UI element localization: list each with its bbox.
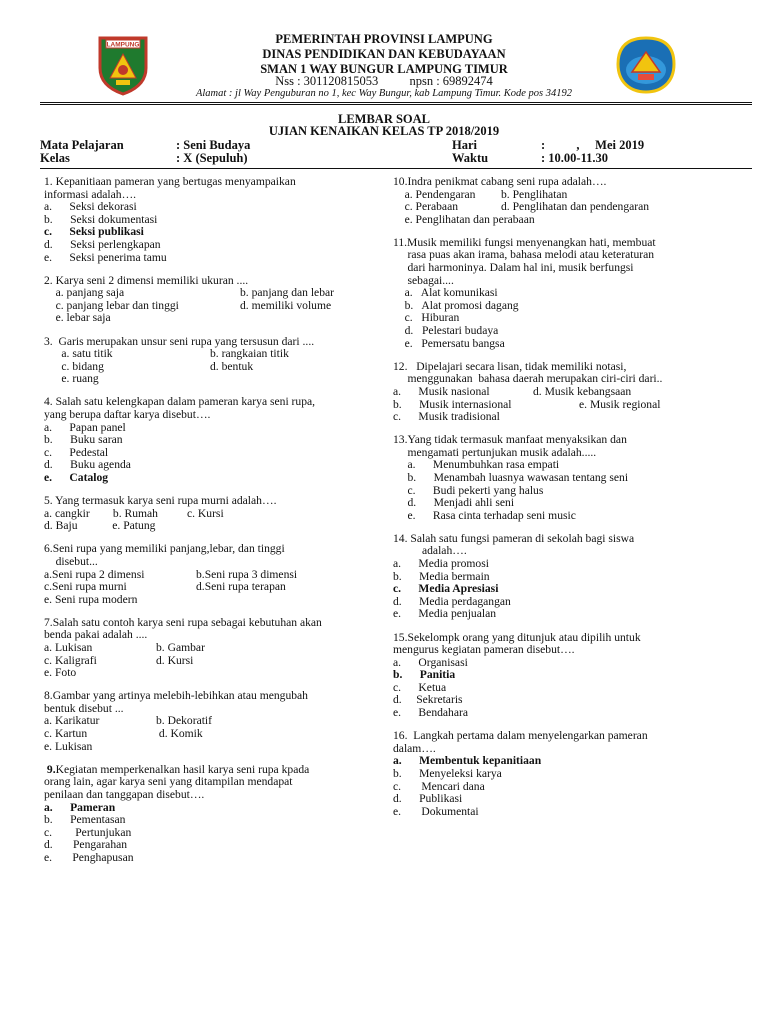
options-line-1: a. cangkir b. Rumah c. Kursi bbox=[44, 506, 224, 520]
class-value: : X (Sepuluh) bbox=[176, 151, 248, 165]
question-14 bbox=[393, 533, 733, 621]
question-text: 2. Karya seni 2 dimensi memiliki ukuran .... bbox=[44, 273, 249, 287]
right-column bbox=[393, 176, 733, 829]
option-b: b. Media bermain bbox=[393, 569, 490, 583]
question-2 bbox=[44, 275, 374, 325]
question-9 bbox=[44, 764, 374, 865]
option-e-answer: e. Catalog bbox=[44, 470, 109, 484]
option-e: e. Penglihatan dan perabaan bbox=[393, 212, 535, 226]
option-b: b. Musik internasional bbox=[393, 397, 512, 411]
option-c: c.Seni rupa murni bbox=[44, 580, 127, 594]
option-e: e. Dokumentai bbox=[393, 804, 479, 818]
option-a: a. Seksi dekorasi bbox=[44, 200, 137, 214]
option-b: b. Penglihatan bbox=[501, 187, 568, 201]
header-line-4: Nss : 301120815053 npsn : 69892474 bbox=[275, 74, 493, 88]
question-text: 7.Salah satu contoh karya seni rupa sebagai kebutuhan akan benda pakai adalah .... bbox=[44, 615, 322, 642]
option-b: b. panjang dan lebar bbox=[240, 286, 335, 300]
option-e: e. lebar saja bbox=[44, 311, 111, 325]
option-e: e. Pemersatu bangsa bbox=[393, 336, 505, 350]
option-c: c. Kaligrafi bbox=[44, 653, 97, 667]
option-e: e. ruang bbox=[44, 372, 99, 386]
option-b: b. Buku saran bbox=[44, 433, 123, 447]
option-b: b. Menyeleksi karya bbox=[393, 766, 502, 780]
option-e: e. Seni rupa modern bbox=[44, 592, 138, 606]
option-b: b. rangkaian titik bbox=[210, 347, 289, 361]
option-a: a. panjang saja bbox=[44, 286, 125, 300]
subject-value: : Seni Budaya bbox=[176, 138, 251, 152]
question-text: 8.Gambar yang artinya melebih-lebihkan atau mengubah bentuk disebut ... bbox=[44, 689, 308, 715]
question-number: 9. bbox=[46, 762, 56, 776]
option-d: d. Pengarahan bbox=[44, 838, 128, 852]
option-c: c. Pedestal bbox=[44, 445, 109, 459]
option-c: c. Budi pekerti yang halus bbox=[393, 483, 544, 497]
logo-text: LAMPUNG bbox=[106, 41, 140, 49]
question-text: 6.Seni rupa yang memiliki panjang,lebar, dan tinggi disebut... bbox=[44, 542, 285, 568]
question-text: 10.Indra penikmat cabang seni rupa adalah…. bbox=[393, 175, 607, 188]
question-text: 14. Salah satu fungsi pameran di sekolah bagi siswa adalah…. bbox=[393, 531, 635, 558]
option-c: c. bidang bbox=[44, 359, 104, 373]
option-e: e. Foto bbox=[44, 666, 77, 680]
left-column bbox=[44, 176, 374, 875]
title-line-2: UJIAN KENAIKAN KELAS TP 2018/2019 bbox=[268, 124, 500, 138]
class-label: Kelas bbox=[40, 151, 70, 165]
option-c: c. Hiburan bbox=[393, 311, 460, 325]
option-d: d.Seni rupa terapan bbox=[196, 580, 286, 594]
question-1 bbox=[44, 176, 374, 264]
option-c: c. Ketua bbox=[393, 680, 447, 694]
option-d: d. Buku agenda bbox=[44, 458, 131, 472]
option-a: a.Seni rupa 2 dimensi bbox=[44, 567, 145, 581]
question-4 bbox=[44, 396, 374, 484]
question-text: 5. Yang termasuk karya seni rupa murni adalah…. bbox=[44, 494, 277, 508]
option-e: e. Penghapusan bbox=[44, 850, 134, 864]
option-a: a. Menumbuhkan rasa empati bbox=[393, 458, 560, 472]
option-b: b. Alat promosi dagang bbox=[393, 298, 519, 312]
option-d: d. bentuk bbox=[210, 359, 254, 373]
option-a: a. Media promosi bbox=[393, 557, 489, 571]
option-a: a. Lukisan bbox=[44, 641, 93, 654]
question-13 bbox=[393, 434, 733, 522]
option-a: a. satu titik bbox=[44, 347, 113, 361]
option-c: c. Kartun bbox=[44, 727, 88, 741]
option-b: b. Dekoratif bbox=[156, 714, 213, 728]
option-a-answer: a. Pameran bbox=[44, 800, 116, 814]
question-11 bbox=[393, 237, 733, 350]
option-a-answer: a. Membentuk kepanitiaan bbox=[393, 754, 542, 768]
question-text: 3. Garis merupakan unsur seni rupa yang tersusun dari .... bbox=[44, 334, 315, 348]
question-text: 15.Sekelompk orang yang ditunjuk atau dipilih untuk mengurus kegiatan pameran disebut…. bbox=[393, 630, 641, 657]
time-label: Waktu bbox=[452, 151, 489, 165]
subject-label: Mata Pelajaran bbox=[40, 138, 124, 152]
question-12 bbox=[393, 361, 733, 424]
question-16 bbox=[393, 730, 733, 818]
option-a: a. Organisasi bbox=[393, 655, 468, 669]
question-7 bbox=[44, 617, 374, 680]
option-a: a. Pendengaran bbox=[393, 187, 476, 201]
option-a: a. Papan panel bbox=[44, 420, 126, 434]
option-d: d. Media perdagangan bbox=[393, 594, 511, 608]
question-5 bbox=[44, 495, 374, 533]
option-e: e. Lukisan bbox=[44, 739, 93, 753]
option-d: d. Penglihatan dan pendengaran bbox=[501, 200, 650, 214]
option-c: c. Perabaan bbox=[393, 200, 459, 214]
option-d: d. memiliki volume bbox=[240, 298, 332, 312]
question-6 bbox=[44, 543, 374, 606]
question-text: 13.Yang tidak termasuk manfaat menyaksikan dan mengamati pertunjukan musik adalah..... bbox=[393, 433, 627, 459]
option-d: d. Pelestari budaya bbox=[393, 324, 499, 338]
option-d: d. Musik kebangsaan bbox=[533, 384, 632, 398]
question-15 bbox=[393, 632, 733, 720]
question-10 bbox=[393, 176, 733, 226]
question-3 bbox=[44, 336, 374, 386]
option-d: d. Menjadi ahli seni bbox=[393, 496, 515, 510]
header-line-1: PEMERINTAH PROVINSI LAMPUNG bbox=[275, 32, 493, 46]
option-d: d. Seksi perlengkapan bbox=[44, 237, 161, 251]
day-value: : , Mei 2019 bbox=[541, 138, 645, 152]
day-label: Hari bbox=[452, 138, 477, 152]
header-line-3: SMAN 1 WAY BUNGUR LAMPUNG TIMUR bbox=[260, 62, 508, 76]
option-a: a. Alat komunikasi bbox=[393, 286, 498, 300]
question-text: 1. Kepanitiaan pameran yang bertugas menyampaikan informasi adalah…. bbox=[44, 175, 296, 201]
option-e: e. Musik regional bbox=[579, 397, 661, 411]
options-line-2: d. Baju e. Patung bbox=[44, 519, 156, 533]
option-b: b. Menambah luasnya wawasan tentang seni bbox=[393, 470, 629, 484]
header-line-2: DINAS PENDIDIKAN DAN KEBUDAYAAN bbox=[262, 47, 506, 61]
option-e: e. Rasa cinta terhadap seni music bbox=[393, 508, 576, 522]
question-8 bbox=[44, 690, 374, 753]
option-c-answer: c. Media Apresiasi bbox=[393, 582, 499, 596]
option-c: c. panjang lebar dan tinggi bbox=[44, 298, 179, 312]
option-b-answer: b. Panitia bbox=[393, 668, 456, 682]
option-d: d. Publikasi bbox=[393, 792, 463, 806]
option-b: b. Pementasan bbox=[44, 813, 126, 827]
option-a: a. Karikatur bbox=[44, 714, 100, 728]
option-b: b. Seksi dokumentasi bbox=[44, 212, 158, 226]
option-d: d. Sekretaris bbox=[393, 693, 463, 707]
header-divider bbox=[40, 102, 752, 105]
option-e: e. Media penjualan bbox=[393, 607, 497, 621]
option-c: c. Mencari dana bbox=[393, 779, 485, 793]
option-a: a. Musik nasional bbox=[393, 384, 490, 398]
question-text: 16. Langkah pertama dalam menyelengarkan pameran dalam…. bbox=[393, 729, 648, 755]
info-divider bbox=[40, 168, 752, 169]
option-b: b. Gambar bbox=[156, 641, 205, 654]
question-text: 4. Salah satu kelengkapan dalam pameran karya seni rupa, yang berupa daftar karya disebut…. bbox=[44, 395, 316, 421]
option-d: d. Kursi bbox=[156, 653, 194, 667]
option-d: d. Komik bbox=[156, 727, 203, 741]
option-e: e. Seksi penerima tamu bbox=[44, 250, 167, 264]
option-b: b.Seni rupa 3 dimensi bbox=[196, 567, 298, 581]
option-e: e. Bendahara bbox=[393, 706, 469, 720]
title-line-1: LEMBAR SOAL bbox=[337, 112, 431, 126]
time-value: : 10.00-11.30 bbox=[541, 151, 609, 165]
question-text: 12. Dipelajari secara lisan, tidak memiliki notasi, menggunakan bahasa daerah merupakan ciri-ciri dari.. bbox=[393, 359, 663, 386]
option-c: c. Musik tradisional bbox=[393, 410, 500, 424]
question-text: 11.Musik memiliki fungsi menyenangkan hati, membuat rasa puas akan irama, bahasa melodi atau keteraturan dari harmoninya. Dalam hal ini, musik berfungsi sebagai.... bbox=[393, 235, 656, 287]
question-text: Kegiatan memperkenalkan hasil karya seni rupa kpada orang lain, agar karya seni yang ditampilan mendapat penilaan dan tanggapan disebut…. bbox=[44, 762, 310, 801]
header-address: Alamat : jl Way Penguburan no 1, kec Way Bungur, kab Lampung Timur. Kode pos 34192 bbox=[195, 88, 573, 99]
option-c-answer: c. Seksi publikasi bbox=[44, 225, 144, 239]
option-c: c. Pertunjukan bbox=[44, 825, 132, 839]
